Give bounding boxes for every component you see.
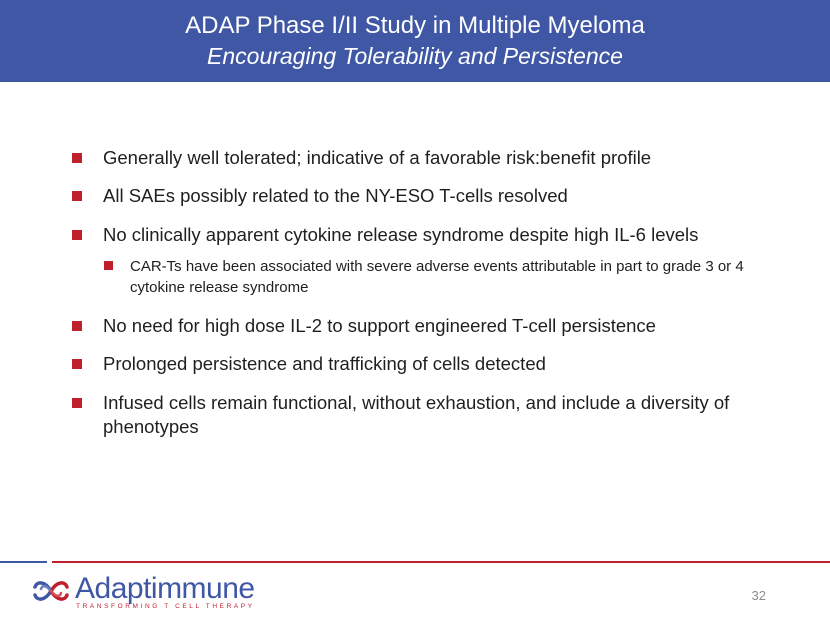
bullet-text: Infused cells remain functional, without exhaustion, and include a diversity of phenotypes: [103, 392, 730, 437]
footer-divider-blue: [0, 561, 47, 563]
footer-divider-red: [52, 561, 830, 563]
page-number: 32: [751, 588, 766, 603]
bullet-item: [103, 146, 783, 170]
slide-subtitle: Encouraging Tolerability and Persistence: [207, 43, 623, 69]
square-bullet-icon: [72, 153, 82, 163]
bullet-text: All SAEs possibly related to the NY-ESO T-cells resolved: [103, 185, 568, 206]
bullet-item: [103, 391, 783, 439]
square-bullet-icon: [72, 321, 82, 331]
bullet-item: [103, 352, 783, 376]
bullet-item: [103, 184, 783, 208]
company-logo: [31, 571, 255, 615]
slide-header: [0, 0, 830, 82]
square-bullet-icon: [72, 359, 82, 369]
slide-title: ADAP Phase I/II Study in Multiple Myeloma: [185, 12, 645, 39]
square-bullet-icon: [104, 261, 113, 270]
bullet-text: No clinically apparent cytokine release syndrome despite high IL-6 levels: [103, 224, 699, 245]
sub-bullet-item: [130, 256, 780, 298]
bullet-text: No need for high dose IL-2 to support engineered T-cell persistence: [103, 315, 656, 336]
adaptimmune-logo-icon: [31, 573, 71, 609]
logo-wordmark: Adaptimmune: [75, 572, 255, 605]
sub-bullet-text: CAR-Ts have been associated with severe adverse events attributable in part to grade 3 or 4 cytokine release syndrome: [130, 258, 744, 296]
bullet-item: [103, 223, 783, 247]
square-bullet-icon: [72, 398, 82, 408]
bullet-text: Prolonged persistence and trafficking of cells detected: [103, 353, 546, 374]
logo-tagline: TRANSFORMING T CELL THERAPY: [76, 603, 255, 610]
bullet-text: Generally well tolerated; indicative of a favorable risk:benefit profile: [103, 147, 652, 168]
bullet-item: [103, 314, 783, 338]
square-bullet-icon: [72, 230, 82, 240]
square-bullet-icon: [72, 191, 82, 201]
